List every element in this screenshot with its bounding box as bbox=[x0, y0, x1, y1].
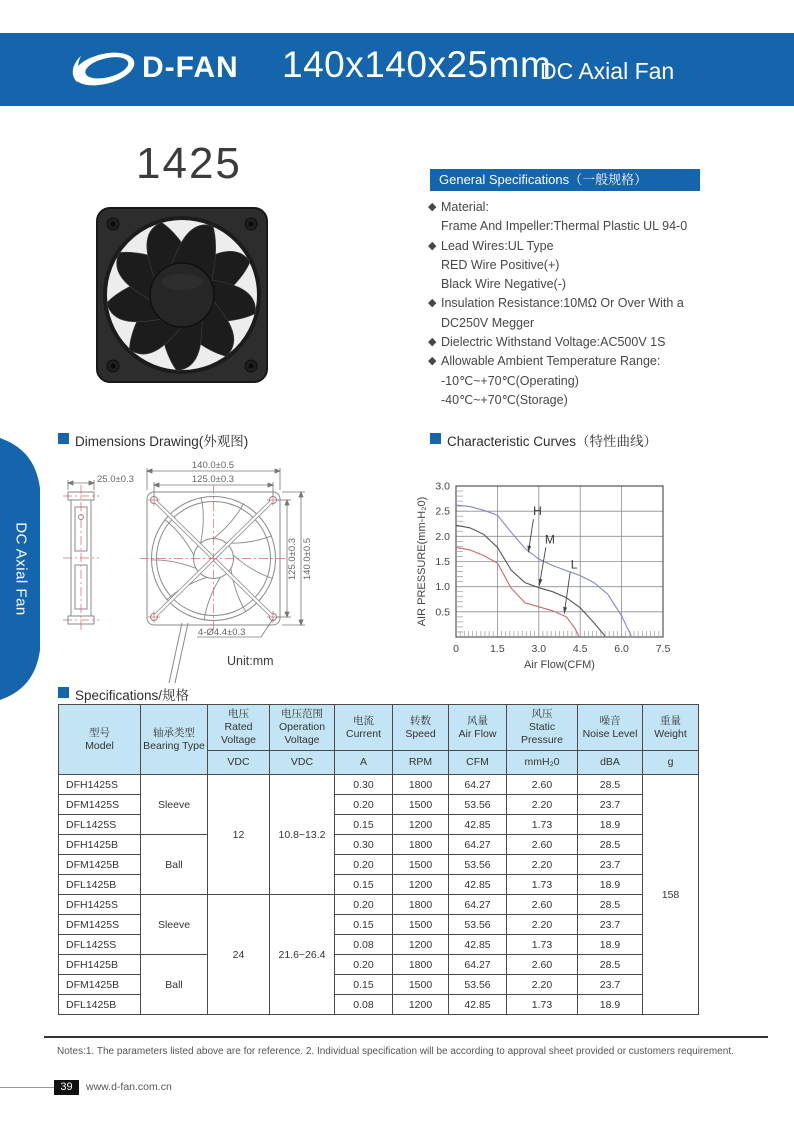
side-tab-dc-axial-fan bbox=[0, 438, 42, 700]
x-tick-label: 3.0 bbox=[531, 643, 547, 655]
cell-noise: 28.5 bbox=[578, 835, 643, 855]
cell-speed: 1500 bbox=[393, 855, 449, 875]
label-arrowhead bbox=[563, 607, 567, 614]
cell-weight: 158 bbox=[643, 775, 699, 1015]
cell-current: 0.15 bbox=[335, 975, 393, 995]
cell-bearing: Ball bbox=[141, 835, 208, 895]
spec-line: DC250V Megger bbox=[441, 315, 535, 330]
table-row bbox=[59, 775, 699, 795]
cell-current: 0.20 bbox=[335, 895, 393, 915]
cell-model: DFH1425S bbox=[59, 775, 141, 795]
cell-current: 0.20 bbox=[335, 955, 393, 975]
cell-air-flow: 53.56 bbox=[449, 855, 507, 875]
spec-line: -10℃~+70℃(Operating) bbox=[441, 373, 579, 388]
specifications-table bbox=[58, 704, 699, 1015]
cell-pressure: 2.60 bbox=[507, 835, 578, 855]
dimensions-drawing bbox=[55, 455, 325, 705]
cell-current: 0.15 bbox=[335, 815, 393, 835]
cell-model: DFM1425S bbox=[59, 915, 141, 935]
cell-pressure: 1.73 bbox=[507, 875, 578, 895]
side-view-centerlines bbox=[63, 485, 99, 631]
col-header-air-flow: 风量 Air Flow bbox=[449, 705, 507, 751]
characteristic-curves-chart bbox=[415, 458, 725, 673]
cell-noise: 18.9 bbox=[578, 815, 643, 835]
cell-air-flow: 64.27 bbox=[449, 835, 507, 855]
y-tick-label: 2.0 bbox=[435, 530, 450, 543]
table-row bbox=[59, 835, 699, 855]
table-header-row bbox=[59, 705, 699, 751]
cell-model: DFH1425B bbox=[59, 835, 141, 855]
y-tick-label: 0.5 bbox=[435, 606, 450, 619]
cell-pressure: 2.60 bbox=[507, 955, 578, 975]
fan-product-photo bbox=[95, 204, 269, 386]
logo-text: D-FAN bbox=[142, 51, 239, 84]
cell-noise: 28.5 bbox=[578, 895, 643, 915]
cell-noise: 18.9 bbox=[578, 875, 643, 895]
depth-label: 25.0±0.3 bbox=[97, 474, 134, 485]
unit-vdc: VDC bbox=[270, 751, 335, 775]
cell-noise: 23.7 bbox=[578, 915, 643, 935]
cell-current: 0.30 bbox=[335, 835, 393, 855]
cell-speed: 1800 bbox=[393, 895, 449, 915]
cell-current: 0.08 bbox=[335, 935, 393, 955]
unit-dba: dBA bbox=[578, 751, 643, 775]
cell-model: DFM1425B bbox=[59, 975, 141, 995]
curve-label-L: L bbox=[570, 557, 578, 572]
cell-speed: 1500 bbox=[393, 975, 449, 995]
cell-model: DFH1425S bbox=[59, 895, 141, 915]
specifications-section-title: Specifications/规格 bbox=[75, 688, 190, 703]
table-row bbox=[59, 955, 699, 975]
cell-pressure: 1.73 bbox=[507, 935, 578, 955]
cell-operation-voltage: 21.6~26.4 bbox=[270, 895, 335, 1015]
x-tick-label: 1.5 bbox=[490, 643, 505, 655]
cell-bearing: Sleeve bbox=[141, 775, 208, 835]
cell-air-flow: 53.56 bbox=[449, 915, 507, 935]
spec-line: ◆ Dielectric Withstand Voltage:AC500V 1S bbox=[428, 335, 666, 350]
cell-current: 0.30 bbox=[335, 775, 393, 795]
cell-pressure: 2.20 bbox=[507, 975, 578, 995]
spec-line: ◆ Lead Wires:UL Type bbox=[428, 238, 554, 253]
cell-noise: 23.7 bbox=[578, 855, 643, 875]
section-bullet-icon bbox=[58, 687, 69, 698]
x-tick-label: 7.5 bbox=[655, 643, 671, 655]
cell-air-flow: 53.56 bbox=[449, 795, 507, 815]
width-holes-label: 125.0±0.3 bbox=[191, 474, 235, 485]
cell-rated-voltage: 24 bbox=[208, 895, 270, 1015]
unit-vdc: VDC bbox=[208, 751, 270, 775]
spec-line: -40℃~+70℃(Storage) bbox=[441, 392, 568, 407]
cell-model: DFL1425B bbox=[59, 875, 141, 895]
cell-pressure: 2.20 bbox=[507, 855, 578, 875]
cell-noise: 18.9 bbox=[578, 995, 643, 1015]
cell-current: 0.20 bbox=[335, 855, 393, 875]
cell-air-flow: 42.85 bbox=[449, 815, 507, 835]
spec-line: ◆ Insulation Resistance:10MΩ Or Over With a bbox=[428, 296, 684, 311]
page-title-type: DC Axial Fan bbox=[540, 58, 675, 84]
x-tick-label: 4.5 bbox=[572, 643, 588, 655]
cell-operation-voltage: 10.8~13.2 bbox=[270, 775, 335, 895]
cell-current: 0.15 bbox=[335, 875, 393, 895]
page-number: 39 bbox=[54, 1080, 79, 1095]
cell-bearing: Sleeve bbox=[141, 895, 208, 955]
col-header-static-pressure: 风压 Static Pressure bbox=[507, 705, 578, 751]
website-url: www.d-fan.com.cn bbox=[86, 1081, 172, 1093]
cell-speed: 1200 bbox=[393, 995, 449, 1015]
unit-cfm: CFM bbox=[449, 751, 507, 775]
section-bullet-icon bbox=[58, 433, 69, 444]
cell-noise: 18.9 bbox=[578, 935, 643, 955]
cell-speed: 1500 bbox=[393, 915, 449, 935]
divider bbox=[44, 1036, 768, 1038]
height-outer-label: 140.0±0.5 bbox=[302, 537, 313, 581]
spec-line: ◆ Material: bbox=[428, 200, 489, 214]
col-header-weight: 重量 Weight bbox=[643, 705, 699, 751]
cell-current: 0.15 bbox=[335, 915, 393, 935]
table-row bbox=[59, 895, 699, 915]
cell-pressure: 2.60 bbox=[507, 775, 578, 795]
cell-model: DFL1425S bbox=[59, 935, 141, 955]
cell-air-flow: 64.27 bbox=[449, 775, 507, 795]
cell-pressure: 2.60 bbox=[507, 895, 578, 915]
cell-pressure: 2.20 bbox=[507, 915, 578, 935]
cell-noise: 23.7 bbox=[578, 975, 643, 995]
cell-speed: 1200 bbox=[393, 935, 449, 955]
curves-section-title: Characteristic Curves（特性曲线） bbox=[447, 434, 658, 449]
divider bbox=[0, 1087, 54, 1088]
y-tick-label: 1.5 bbox=[435, 556, 450, 568]
cell-current: 0.08 bbox=[335, 995, 393, 1015]
curve-label-M: M bbox=[544, 532, 555, 547]
cell-pressure: 2.20 bbox=[507, 795, 578, 815]
x-tick-label: 0 bbox=[453, 643, 459, 655]
header-band bbox=[0, 33, 794, 106]
cell-air-flow: 64.27 bbox=[449, 955, 507, 975]
cell-model: DFL1425B bbox=[59, 995, 141, 1015]
lead-wires bbox=[169, 623, 188, 683]
height-holes-label: 125.0±0.3 bbox=[287, 537, 298, 581]
general-specs-list bbox=[428, 198, 758, 410]
cell-current: 0.20 bbox=[335, 795, 393, 815]
cell-model: DFM1425S bbox=[59, 795, 141, 815]
cell-noise: 23.7 bbox=[578, 795, 643, 815]
x-axis-title: Air Flow(CFM) bbox=[524, 659, 595, 671]
col-header-bearing: 轴承类型 Bearing Type bbox=[141, 705, 208, 775]
unit-label: Unit:mm bbox=[227, 654, 274, 668]
unit-g: g bbox=[643, 751, 699, 775]
dfan-logo-icon bbox=[70, 48, 138, 90]
spec-line: Frame And Impeller:Thermal Plastic UL 94-0 bbox=[441, 219, 688, 234]
y-tick-label: 3.0 bbox=[435, 480, 450, 493]
col-header-speed: 转数 Speed bbox=[393, 705, 449, 751]
cell-speed: 1500 bbox=[393, 795, 449, 815]
cell-noise: 28.5 bbox=[578, 775, 643, 795]
cell-air-flow: 53.56 bbox=[449, 975, 507, 995]
unit-a: A bbox=[335, 751, 393, 775]
col-header-noise: 噪音 Noise Level bbox=[578, 705, 643, 751]
cell-air-flow: 64.27 bbox=[449, 895, 507, 915]
width-outer-label: 140.0±0.5 bbox=[191, 460, 235, 471]
cell-speed: 1200 bbox=[393, 815, 449, 835]
col-header-model: 型号 Model bbox=[59, 705, 141, 775]
model-number: 1425 bbox=[136, 139, 242, 188]
cell-air-flow: 42.85 bbox=[449, 995, 507, 1015]
notes-text: Notes:1. The parameters listed above are for reference. 2. Individual specification will be according to approval sheet provided or customers requirement. bbox=[57, 1046, 734, 1057]
cell-speed: 1800 bbox=[393, 955, 449, 975]
spec-line: RED Wire Positive(+) bbox=[441, 257, 560, 272]
section-bullet-icon bbox=[430, 433, 441, 444]
cell-speed: 1800 bbox=[393, 835, 449, 855]
spec-line: Black Wire Negative(-) bbox=[441, 277, 567, 292]
cell-model: DFL1425S bbox=[59, 815, 141, 835]
spec-line: ◆ Allowable Ambient Temperature Range: bbox=[428, 354, 661, 369]
y-axis-title: AIR PRESSURE(mm-H₂0) bbox=[416, 496, 428, 627]
cell-model: DFM1425B bbox=[59, 855, 141, 875]
col-header-rated-voltage: 电压 Rated Voltage bbox=[208, 705, 270, 751]
unit-rpm: RPM bbox=[393, 751, 449, 775]
dimensions-section-title: Dimensions Drawing(外观图) bbox=[75, 434, 249, 449]
col-header-operation-voltage: 电压范围 Operation Voltage bbox=[270, 705, 335, 751]
mounting-holes-label: 4-Ø4.4±0.3 bbox=[198, 627, 246, 638]
side-tab-label: DC Axial Fan bbox=[12, 522, 30, 616]
page-title-size: 140x140x25mm bbox=[282, 44, 552, 85]
col-header-current: 电流 Current bbox=[335, 705, 393, 751]
cell-bearing: Ball bbox=[141, 955, 208, 1015]
cell-pressure: 1.73 bbox=[507, 815, 578, 835]
curve-M bbox=[456, 525, 605, 636]
cell-model: DFH1425B bbox=[59, 955, 141, 975]
cell-air-flow: 42.85 bbox=[449, 935, 507, 955]
curve-L bbox=[456, 547, 579, 636]
cell-pressure: 1.73 bbox=[507, 995, 578, 1015]
y-tick-label: 1.0 bbox=[435, 581, 450, 594]
curve-H bbox=[456, 505, 631, 636]
cell-speed: 1800 bbox=[393, 775, 449, 795]
general-specs-header: General Specifications（一般规格） bbox=[430, 169, 700, 191]
cell-air-flow: 42.85 bbox=[449, 875, 507, 895]
curve-label-H: H bbox=[533, 504, 542, 519]
y-tick-label: 2.5 bbox=[435, 505, 450, 518]
cell-rated-voltage: 12 bbox=[208, 775, 270, 895]
cell-noise: 28.5 bbox=[578, 955, 643, 975]
unit-mmh2o: mmH₂0 bbox=[507, 751, 578, 775]
cell-speed: 1200 bbox=[393, 875, 449, 895]
x-tick-label: 6.0 bbox=[614, 643, 629, 655]
